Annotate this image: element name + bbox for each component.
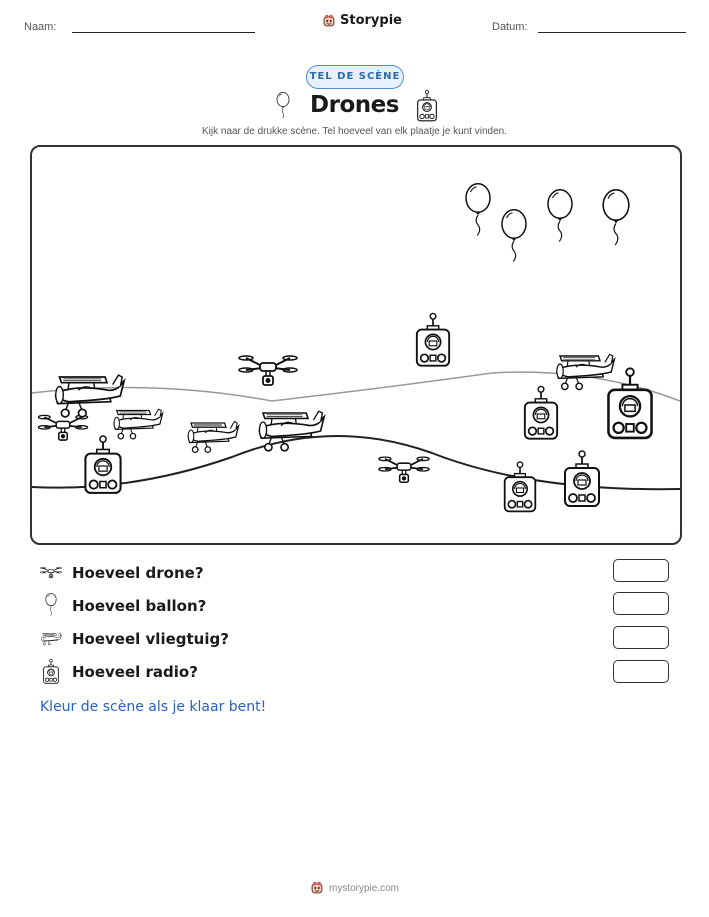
- radio: [417, 313, 449, 365]
- radio-icon: [40, 659, 62, 685]
- page-title: Drones: [310, 92, 399, 118]
- answer-box-drone[interactable]: [613, 559, 669, 582]
- radio: [85, 436, 120, 493]
- biplane: [188, 422, 238, 453]
- site-footer: [0, 881, 709, 895]
- date-label: Datum:: [492, 21, 528, 33]
- name-label: Naam:: [24, 21, 57, 33]
- answer-box-balloon[interactable]: [613, 592, 669, 615]
- biplane: [259, 411, 324, 451]
- radio: [608, 368, 651, 438]
- drone: [379, 457, 429, 482]
- scene-illustration: [32, 147, 680, 543]
- radio-icon: [416, 90, 438, 123]
- answer-box-radio[interactable]: [613, 660, 669, 683]
- question-text: Hoeveel vliegtuig?: [72, 630, 229, 648]
- question-row-radio: [40, 658, 198, 686]
- radio: [565, 451, 599, 506]
- biplane-icon: [40, 630, 62, 648]
- tag-badge: TEL DE SCÈNE: [306, 65, 404, 89]
- radio: [525, 386, 557, 438]
- drone: [239, 356, 297, 385]
- brand: [322, 13, 402, 28]
- question-text: Hoeveel radio?: [72, 663, 198, 681]
- balloon: [466, 184, 490, 236]
- question-text: Hoeveel drone?: [72, 564, 204, 582]
- site-url[interactable]: mystorypie.com: [328, 882, 399, 894]
- drone: [38, 415, 87, 440]
- storypie-logo-icon: [322, 14, 336, 28]
- storypie-logo-icon: [310, 881, 324, 895]
- biplane: [557, 354, 615, 389]
- balloon: [603, 190, 629, 245]
- coloring-note: Kleur de scène als je klaar bent!: [40, 699, 267, 715]
- count-scene: [30, 145, 682, 545]
- question-row-drone: [40, 559, 204, 587]
- name-line[interactable]: [72, 32, 255, 33]
- answer-box-plane[interactable]: [613, 626, 669, 649]
- balloon: [502, 210, 526, 262]
- biplane: [114, 409, 163, 439]
- radio: [505, 462, 536, 512]
- question-row-plane: [40, 625, 229, 653]
- brand-name: Storypie: [340, 13, 402, 28]
- biplane: [56, 375, 124, 417]
- instructions: Kijk naar de drukke scène. Tel hoeveel van elk plaatje je kunt vinden.: [201, 126, 507, 137]
- drone-icon: [40, 565, 62, 581]
- balloon: [548, 190, 572, 242]
- balloon-icon: [40, 593, 62, 619]
- date-line[interactable]: [538, 32, 686, 33]
- question-row-balloon: [40, 592, 206, 620]
- question-text: Hoeveel ballon?: [72, 597, 207, 615]
